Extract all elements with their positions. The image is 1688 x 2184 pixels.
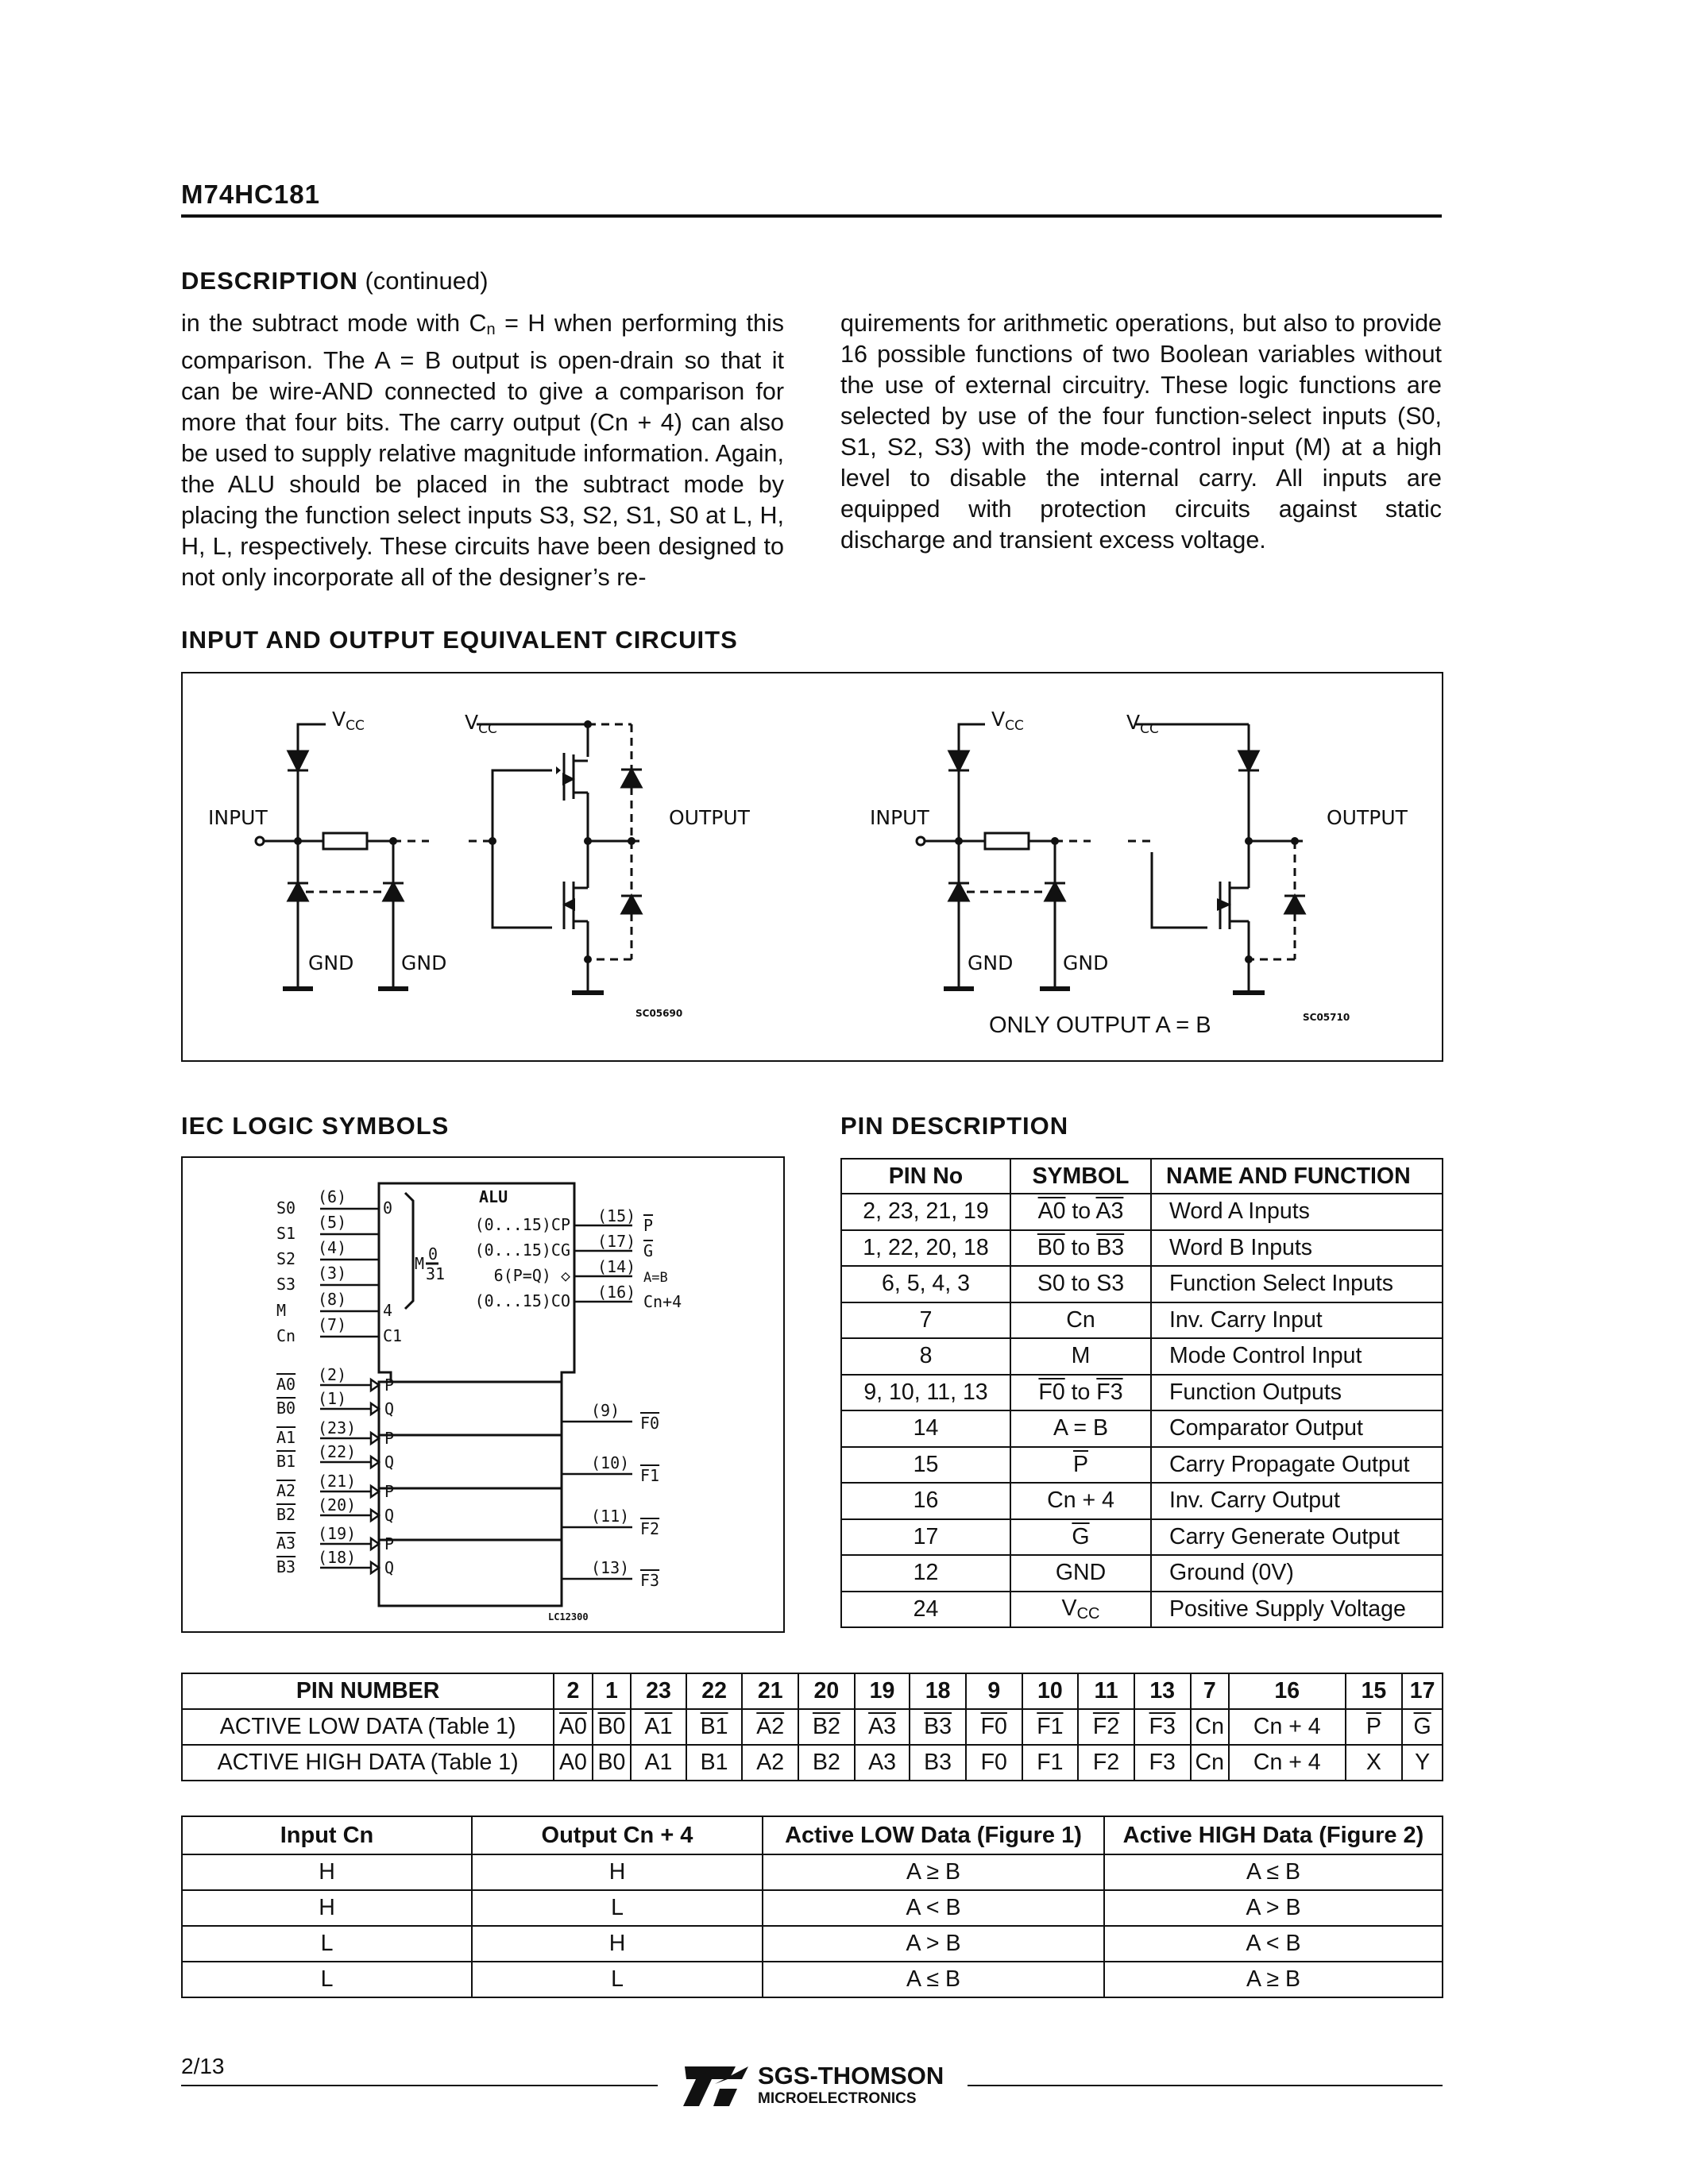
- iec-q-3: Q: [384, 1558, 395, 1577]
- iec-in-b2: B2: [276, 1505, 296, 1524]
- iec-input-s3: S3: [276, 1275, 296, 1294]
- input-label-left: INPUT: [208, 806, 268, 829]
- carry-truth-table: [181, 1815, 1443, 1998]
- iec-symbol-figure: [181, 1156, 785, 1633]
- desc-left-post: = H when performing this comparison. The A = B output is open-drain so that it can be wire-AND connected to give a comparison for more that four bits. The carry output (Cn + 4) can also be used to supply relative magnitude information. Again, the ALU should be placed in the subtract mode by placing the function select inputs S3, S2, S1, S0 at L, H, H, L, respectively. These circuits have been designed to not only incorporate all of the designer’s re-: [181, 310, 784, 591]
- cell: A ≤ B: [1104, 1854, 1443, 1890]
- cell-value: $\overline{P}$: [1365, 1714, 1381, 1739]
- iec-control-m-top: 0: [428, 1244, 438, 1264]
- output-label-left: OUTPUT: [669, 806, 750, 829]
- iec-func-cg: (0...15)CG: [474, 1241, 570, 1260]
- iec-out-f2: F2: [640, 1519, 660, 1538]
- iec-pin-17: (17): [597, 1232, 636, 1251]
- brand-name: SGS-THOMSON: [758, 2062, 944, 2089]
- cell: L: [472, 1890, 763, 1926]
- pin-map-num: 17: [1402, 1673, 1443, 1709]
- iec-input-m: M: [276, 1301, 287, 1320]
- cell: A < B: [763, 1890, 1104, 1926]
- vcc-label-2: $V_{CC}$: [465, 711, 497, 737]
- iec-pin-14: (14): [597, 1257, 636, 1276]
- desc-left-sub: n: [486, 321, 496, 338]
- iec-p-0: P: [384, 1376, 395, 1395]
- cell-value: F2: [1092, 1714, 1120, 1739]
- cell: [1134, 1709, 1191, 1745]
- iec-code: LC12300: [548, 1611, 589, 1623]
- cell-value: B1: [700, 1714, 728, 1739]
- sym-b3: B3: [1096, 1234, 1125, 1260]
- pin-map-num: 20: [798, 1673, 855, 1709]
- cell-value: A1: [644, 1714, 673, 1739]
- iec-control-m: M: [415, 1254, 425, 1273]
- iec-control-0: 0: [383, 1198, 393, 1217]
- pin-map-num: 15: [1346, 1673, 1403, 1709]
- sym-f3: F3: [1096, 1379, 1123, 1405]
- footer-rule-left: [181, 2085, 658, 2086]
- truth-header-active-high: Active HIGH Data (Figure 2): [1104, 1816, 1443, 1854]
- iec-pin-a0: (2): [318, 1365, 347, 1384]
- iec-pin-s2: (4): [318, 1238, 347, 1257]
- cell: A3: [855, 1745, 910, 1781]
- cell-value: A0: [559, 1714, 587, 1739]
- pin-no: 12: [841, 1555, 1010, 1592]
- iec-pin-b1: (22): [318, 1442, 357, 1461]
- pin-no: 9, 10, 11, 13: [841, 1375, 1010, 1411]
- iec-p-2: P: [384, 1482, 395, 1501]
- table-row: [841, 1338, 1443, 1375]
- cell: A ≥ B: [1104, 1962, 1443, 1997]
- table-header-row: [841, 1159, 1443, 1194]
- iec-input-s1: S1: [276, 1224, 296, 1243]
- cell: [554, 1709, 593, 1745]
- table-row: [841, 1447, 1443, 1484]
- pin-map-num: 19: [855, 1673, 910, 1709]
- vcc-label-3: $V_{CC}$: [991, 708, 1024, 734]
- cell: B2: [798, 1745, 855, 1781]
- iec-pin-s0: (6): [318, 1187, 347, 1206]
- pin-symbol: [1010, 1519, 1151, 1556]
- iec-pin-s3: (3): [318, 1264, 347, 1283]
- iec-pin-b3: (18): [318, 1548, 357, 1567]
- description-heading: [181, 267, 489, 295]
- cell: A > B: [1104, 1890, 1443, 1926]
- pin-function: Carry Propagate Output: [1151, 1447, 1443, 1484]
- iec-pin-s1: (5): [318, 1213, 347, 1232]
- truth-header-input-cn: Input Cn: [182, 1816, 472, 1854]
- cell: Cn + 4: [1229, 1745, 1346, 1781]
- iec-pin-m: (8): [318, 1290, 347, 1309]
- table-row: [841, 1592, 1443, 1628]
- iec-pin-b0: (1): [318, 1389, 347, 1408]
- iec-func-pq: 6(P=Q) ◇: [493, 1266, 570, 1285]
- table-row: [182, 1890, 1443, 1926]
- cell: [855, 1709, 910, 1745]
- iec-func-co: (0...15)CO: [474, 1291, 570, 1310]
- iec-pin-9: (9): [591, 1401, 620, 1420]
- iec-pin-15: (15): [597, 1206, 636, 1225]
- table-row: [841, 1266, 1443, 1302]
- description-left-column: [181, 308, 784, 593]
- cell: H: [472, 1926, 763, 1962]
- cell-value: B2: [812, 1714, 840, 1739]
- cell: L: [472, 1962, 763, 1997]
- cell: A ≥ B: [763, 1854, 1104, 1890]
- cell: B0: [593, 1745, 632, 1781]
- io-code-left: SC05690: [635, 1008, 683, 1019]
- iec-control-4: 4: [383, 1301, 393, 1320]
- truth-header-active-low: Active LOW Data (Figure 1): [763, 1816, 1104, 1854]
- cell: [631, 1709, 686, 1745]
- pin-map-num: 22: [686, 1673, 743, 1709]
- iec-out-f1: F1: [640, 1466, 660, 1485]
- table-header-row: [182, 1673, 1443, 1709]
- cell: [1346, 1709, 1403, 1745]
- brand-sub: MICROELECTRONICS: [758, 2090, 917, 2107]
- output-label-right: OUTPUT: [1327, 806, 1408, 829]
- row-label: ACTIVE HIGH DATA (Table 1): [182, 1745, 554, 1781]
- cell: [742, 1709, 798, 1745]
- iec-symbol-diagram: [183, 1158, 783, 1631]
- pin-map-header: PIN NUMBER: [182, 1673, 554, 1709]
- page-number: 2/13: [181, 2054, 225, 2078]
- iec-pin-cn: (7): [318, 1315, 347, 1334]
- cell: A2: [742, 1745, 798, 1781]
- pin-map-num: 7: [1191, 1673, 1230, 1709]
- cell: A1: [631, 1745, 686, 1781]
- description-title: DESCRIPTION: [181, 267, 358, 295]
- input-label-right: INPUT: [870, 806, 929, 829]
- pin-map-num: 16: [1229, 1673, 1346, 1709]
- cell: H: [472, 1854, 763, 1890]
- cell: [1402, 1709, 1443, 1745]
- pin-no: 24: [841, 1592, 1010, 1628]
- vcc-label-1: $V_{CC}$: [332, 708, 365, 734]
- cell-value: F1: [1037, 1714, 1064, 1739]
- pin-function: Function Select Inputs: [1151, 1266, 1443, 1302]
- cell-value: A2: [756, 1714, 785, 1739]
- pin-symbol: A = B: [1010, 1410, 1151, 1447]
- table-row: [182, 1745, 1443, 1781]
- iec-out-aeqb: A=B: [643, 1270, 668, 1286]
- pin-function: Comparator Output: [1151, 1410, 1443, 1447]
- iec-pin-10: (10): [591, 1453, 630, 1472]
- table-row: [182, 1854, 1443, 1890]
- cell-value: F0: [980, 1714, 1007, 1739]
- pin-symbol: [1010, 1447, 1151, 1484]
- iec-q-1: Q: [384, 1453, 395, 1472]
- description-title-suffix: (continued): [365, 267, 489, 295]
- iec-input-s0: S0: [276, 1198, 296, 1217]
- pin-map-num: 2: [554, 1673, 593, 1709]
- iec-q-2: Q: [384, 1506, 395, 1525]
- table-header-row: [182, 1816, 1443, 1854]
- pin-map-num: 1: [593, 1673, 632, 1709]
- pin-function: Positive Supply Voltage: [1151, 1592, 1443, 1628]
- iec-control-c1: C1: [383, 1326, 403, 1345]
- iec-p-3: P: [384, 1534, 395, 1553]
- table-row: [841, 1519, 1443, 1556]
- iec-pin-11: (11): [591, 1507, 630, 1526]
- truth-header-output-cn4: Output Cn + 4: [472, 1816, 763, 1854]
- iec-pin-a2: (21): [318, 1472, 357, 1491]
- pin-no: 17: [841, 1519, 1010, 1556]
- iec-out-p: P: [643, 1216, 654, 1235]
- cell: L: [182, 1926, 472, 1962]
- iec-alu-label: ALU: [479, 1187, 508, 1206]
- cell: A0: [554, 1745, 593, 1781]
- cell-value: $\overline{G}$: [1413, 1714, 1431, 1739]
- pin-header-symbol: SYMBOL: [1010, 1159, 1151, 1194]
- table-row: [182, 1962, 1443, 1997]
- pin-map-num: 9: [966, 1673, 1022, 1709]
- table-row: [841, 1483, 1443, 1519]
- pin-map-num: 13: [1134, 1673, 1191, 1709]
- pin-symbol: M: [1010, 1338, 1151, 1375]
- iec-in-a1: A1: [276, 1428, 296, 1447]
- sym-f0: F0: [1038, 1379, 1065, 1405]
- pin-function: Ground (0V): [1151, 1555, 1443, 1592]
- iec-in-b3: B3: [276, 1557, 296, 1576]
- pin-function: Function Outputs: [1151, 1375, 1443, 1411]
- io-code-right: SC05710: [1303, 1012, 1350, 1023]
- pin-symbol: S0 to S3: [1010, 1266, 1151, 1302]
- table-row: [841, 1230, 1443, 1267]
- cell: [686, 1709, 743, 1745]
- gnd-label-4: GND: [1063, 951, 1109, 974]
- iec-out-g: G: [643, 1241, 654, 1260]
- cell: L: [182, 1962, 472, 1997]
- st-logo-icon: [680, 2062, 966, 2109]
- gnd-label-1: GND: [308, 951, 354, 974]
- pin-symbol: GND: [1010, 1555, 1151, 1592]
- cell-value: B3: [924, 1714, 952, 1739]
- iec-q-0: Q: [384, 1399, 395, 1418]
- table-row: [182, 1709, 1443, 1745]
- pin-no: 2, 23, 21, 19: [841, 1194, 1010, 1230]
- st-logo: [680, 2062, 966, 2113]
- io-circuits-title: INPUT AND OUTPUT EQUIVALENT CIRCUITS: [181, 626, 738, 654]
- iec-title: IEC LOGIC SYMBOLS: [181, 1112, 450, 1140]
- cell: H: [182, 1854, 472, 1890]
- pin-map-num: 18: [910, 1673, 966, 1709]
- table-row: [841, 1302, 1443, 1339]
- gnd-label-3: GND: [968, 951, 1014, 974]
- sym-b0: B0: [1037, 1234, 1065, 1260]
- sym-g: $\overline{G}$: [1072, 1523, 1090, 1549]
- iec-pin-b2: (20): [318, 1495, 357, 1515]
- cell: Cn: [1191, 1709, 1230, 1745]
- pin-function: Inv. Carry Output: [1151, 1483, 1443, 1519]
- pin-no: 7: [841, 1302, 1010, 1339]
- pin-no: 16: [841, 1483, 1010, 1519]
- iec-in-a3: A3: [276, 1534, 296, 1553]
- pin-no: 15: [841, 1447, 1010, 1484]
- pin-no: 8: [841, 1338, 1010, 1375]
- cell: B3: [910, 1745, 966, 1781]
- row-label: ACTIVE LOW DATA (Table 1): [182, 1709, 554, 1745]
- table-row: [841, 1410, 1443, 1447]
- cell: F2: [1078, 1745, 1134, 1781]
- iec-func-cp: (0...15)CP: [474, 1215, 570, 1234]
- pin-description-title: PIN DESCRIPTION: [840, 1112, 1069, 1140]
- cell: F1: [1022, 1745, 1079, 1781]
- pin-map-num: 11: [1078, 1673, 1134, 1709]
- io-circuits-diagram: [183, 673, 1442, 1060]
- cell: [798, 1709, 855, 1745]
- iec-pin-a3: (19): [318, 1524, 357, 1543]
- desc-left-pre: in the subtract mode with C: [181, 310, 487, 337]
- sym-a3: A3: [1095, 1198, 1124, 1225]
- footer-rule-right: [968, 2085, 1443, 2086]
- cell: [1022, 1709, 1079, 1745]
- cell-value: F3: [1149, 1714, 1176, 1739]
- gnd-label-2: GND: [401, 951, 447, 974]
- table-row: [182, 1926, 1443, 1962]
- pin-header-name: NAME AND FUNCTION: [1151, 1159, 1443, 1194]
- pin-function: Word B Inputs: [1151, 1230, 1443, 1267]
- cell: A < B: [1104, 1926, 1443, 1962]
- iec-in-a2: A2: [276, 1481, 296, 1500]
- iec-input-s2: S2: [276, 1249, 296, 1268]
- iec-out-cn4: Cn+4: [643, 1292, 682, 1311]
- pin-symbol: F0 to F3: [1010, 1375, 1151, 1411]
- pin-no: 6, 5, 4, 3: [841, 1266, 1010, 1302]
- iec-pin-16: (16): [597, 1283, 636, 1302]
- iec-p-1: P: [384, 1429, 395, 1448]
- pin-function: Mode Control Input: [1151, 1338, 1443, 1375]
- part-number: M74HC181: [181, 179, 320, 209]
- iec-in-b0: B0: [276, 1399, 296, 1418]
- cell: A > B: [763, 1926, 1104, 1962]
- pin-description-table: [840, 1158, 1443, 1628]
- pin-function: Inv. Carry Input: [1151, 1302, 1443, 1339]
- iec-out-f3: F3: [640, 1571, 660, 1590]
- pin-map-num: 10: [1022, 1673, 1079, 1709]
- cell: F0: [966, 1745, 1022, 1781]
- cell: F3: [1134, 1745, 1191, 1781]
- pin-symbol: A0 to A3: [1010, 1194, 1151, 1230]
- iec-in-b1: B1: [276, 1452, 296, 1471]
- cell: [593, 1709, 632, 1745]
- pin-function: Word A Inputs: [1151, 1194, 1443, 1230]
- cell-value: A3: [868, 1714, 896, 1739]
- iec-pin-13: (13): [591, 1558, 630, 1577]
- cell-value: B0: [597, 1714, 626, 1739]
- io-caption: ONLY OUTPUT A = B: [989, 1013, 1211, 1038]
- cell: Cn + 4: [1229, 1709, 1346, 1745]
- cell: [966, 1709, 1022, 1745]
- iec-control-m-bot: 31: [426, 1264, 446, 1283]
- table-row: [841, 1555, 1443, 1592]
- pin-map-num: 21: [742, 1673, 798, 1709]
- sym-a0: A0: [1037, 1198, 1066, 1225]
- pin-header-pin-no: PIN No: [841, 1159, 1010, 1194]
- pin-mapping-table: [181, 1673, 1443, 1781]
- iec-in-a0: A0: [276, 1375, 296, 1394]
- io-circuits-figure: [181, 672, 1443, 1062]
- pin-function: Carry Generate Output: [1151, 1519, 1443, 1556]
- description-right-column: quirements for arithmetic operations, but also to provide 16 possible functions of two Boolean variables without the use of external circuitry. These logic functions are selected by use of the four function-select inputs (S0, S1, S2, S3) with the mode-control input (M) at a high level to disable the internal carry. All inputs are equipped with protection circuits against static discharge and transient excess voltage.: [840, 310, 1442, 554]
- pin-symbol: B0 to B3: [1010, 1230, 1151, 1267]
- table-row: [841, 1194, 1443, 1230]
- cell: B1: [686, 1745, 743, 1781]
- pin-no: 14: [841, 1410, 1010, 1447]
- pin-symbol: Cn + 4: [1010, 1483, 1151, 1519]
- cell: H: [182, 1890, 472, 1926]
- cell: [910, 1709, 966, 1745]
- cell: Cn: [1191, 1745, 1230, 1781]
- cell: Y: [1402, 1745, 1443, 1781]
- table-row: [841, 1375, 1443, 1411]
- cell: [1078, 1709, 1134, 1745]
- iec-pin-a1: (23): [318, 1418, 357, 1437]
- vcc-label-4: $V_{CC}$: [1126, 711, 1159, 737]
- cell: X: [1346, 1745, 1403, 1781]
- pin-no: 1, 22, 20, 18: [841, 1230, 1010, 1267]
- pin-symbol: $V_{CC}$: [1010, 1592, 1151, 1628]
- pin-symbol: Cn: [1010, 1302, 1151, 1339]
- pin-map-num: 23: [631, 1673, 686, 1709]
- sym-p: $\overline{P}$: [1072, 1451, 1088, 1477]
- iec-out-f0: F0: [640, 1414, 660, 1433]
- cell: A ≤ B: [763, 1962, 1104, 1997]
- iec-input-cn: Cn: [276, 1326, 296, 1345]
- header-rule: [181, 214, 1442, 218]
